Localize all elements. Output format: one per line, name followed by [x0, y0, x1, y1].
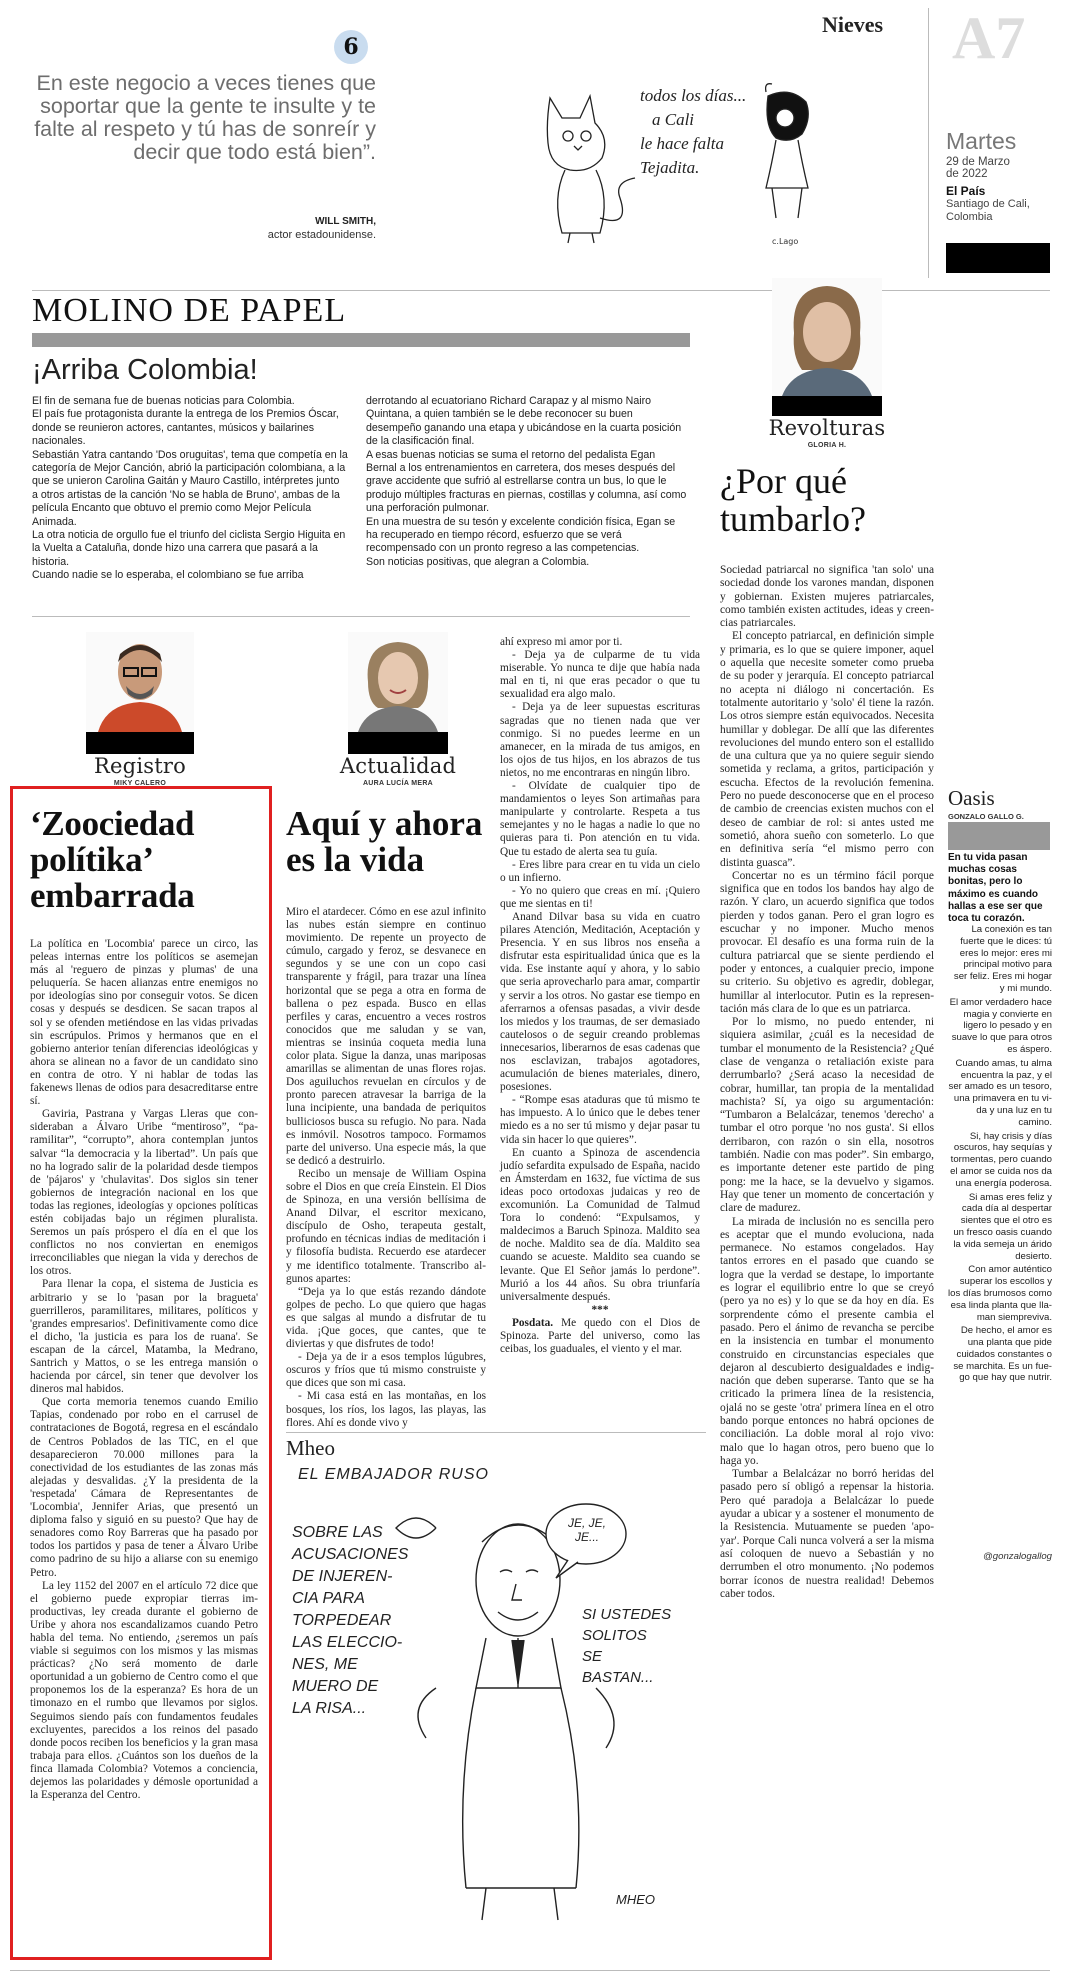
mheo-text-line: ACUSACIONES — [292, 1546, 409, 1563]
revolturas-section: Revolturas — [768, 416, 886, 440]
mheo-text-line: MUERO DE — [292, 1678, 379, 1695]
oasis-paragraph: De hecho, el amor es una planta que pide cuidados constantes o se marchita. Es un fuego que hay que nutrir. — [953, 1325, 1052, 1384]
mheo-text-line: BASTAN... — [582, 1669, 654, 1686]
registro-paragraph: Para llenar la copa, el sistema de Justicia es arbitrario y se lo 'pasan por la bragueta' guerrilleros, paramilitares, militares, políticos y 'grandes empresarios'. Definitivamente como dice el dicho, 'la justicia es para los de ruana'. Se escapan de la cárcel, Matamba, la Medrano, Santrich y Mattos, o se les entrega mansión o hacienda por cárcel, sin tener que devolver los dineros mal habidos. — [30, 1278, 258, 1396]
oasis-paragraph: El amor verdadero hace magia y convierte en ligero lo pesado y en suave lo que para otros es áspero. — [949, 996, 1052, 1055]
actualidad-headline-line: es la vida — [286, 840, 425, 879]
cartoon-signature: c.Lago — [772, 237, 799, 246]
actualidad-paragraph: - Eres libre para crear en tu vida un cielo o un infierno. — [500, 858, 700, 884]
registro-paragraph: Gaviria, Pastrana y Vargas Lleras que consideraban a Álvaro Uribe “mentiroso”, “paramilitar”, “corrupto”, ahora contemplan juntos salvar “la democracia y la libertad”. Un país que no ha logrado salir de la polaridad desde tiempos de 'pájaros' y 'chulavitas'. Dos siglos sin tener gobiernos de integración nacional en los que todas las regiones, ideologías y opciones políticas estén cobijadas bajo un régimen pluralista. Seremos un país próspero el día en el que los conflictos no nos conviertan en enemigos irreconciliables que niegan la vida y derechos de los otros. — [30, 1108, 258, 1278]
postscript-text: Me quedo con el Dios de Spinoza. Parte del universo, como las ceibas, los guaduales, el viento y el mar. — [500, 1316, 700, 1356]
revolturas-body — [720, 564, 934, 1601]
molino-paragraph: Sebastián Yatra cantando 'Dos oruguitas', tema que competía en la categoría de Mejor Canción, abrió la participación colombiana, a la que se unieron Carolina Gaitán y Mauro Castillo, intérpretes junto a otros artistas de la canción 'No se habla de Bruno', ambas de la película Encanto que obtuvo el premio como Mejor Película Animada. — [32, 448, 348, 528]
oasis-paragraph: Si, hay crisis y días oscuros, hay sequías y tormentas, pero cuando el amor se cuida nos da una energía poderosa. — [950, 1130, 1052, 1189]
mheo-text-line: DE INJEREN- — [292, 1568, 393, 1585]
mheo-signature: MHEO — [616, 1892, 655, 1907]
mheo-text-line: SOBRE LAS — [292, 1524, 383, 1541]
molino-paragraph: A esas buenas noticias se suma el retorno del pedalista Egan Bernal a los entrenamientos en carretera, dos meses después del grave accidente que sufrió al estrellarse contra un bus, lo que le produjo múltiples fracturas en piernas, costillas y columna, así como una perforación pulmonar. — [366, 448, 687, 515]
actualidad-paragraph: ahí expreso mi amor por ti. — [500, 636, 623, 648]
mheo-section: Mheo — [286, 1436, 335, 1460]
mheo-text-line: CIA PARA — [292, 1590, 365, 1607]
registro-portrait — [86, 632, 194, 732]
registro-headline-line: ‘Zoociedad — [30, 804, 195, 843]
actualidad-paragraph: - Deja ya de ir a esos templos lúgubres, oscuros y fríos que tú mismo construiste y que dices que son mi casa. — [286, 1351, 486, 1390]
author-photo-icon — [348, 632, 448, 732]
actualidad-paragraph: “Deja ya lo que estás rezando dándote golpes de pecho. Lo que quiero que hagas es que salgas al mundo a disfrutar de tu vida. ¡Que goces, que cantes, que te diviertas y que disfrutes de todo! — [286, 1285, 486, 1351]
molino-paragraph: En una muestra de su tesón y excelente condición física, Egan se ha recuperado en tiempo récord, esfuerzo que se verá recompensado con un pronto regreso a las competencias. — [366, 515, 676, 555]
oasis-handle: @gonzalogallog — [983, 1551, 1052, 1562]
registro-headline-line: polítika’ — [30, 840, 154, 879]
actualidad-author: AURA LUCÍA MERA — [362, 780, 434, 787]
registro-section: Registro — [94, 754, 186, 778]
header-location: Santiago de Cali, Colombia — [946, 198, 1030, 223]
actualidad-headline-line: Aquí y ahora — [286, 804, 483, 843]
registro-paragraph: La política en 'Locombia' parece un circo, las peleas internas entre los políticos se asemejan más al 'reguero de pinzas y plumas' de una peluquería. Se hacen alianzas entre enemigos no por ideologías sino por conseguir votos. Se dicen cosas y después se desdicen. Se sacan trapos al sol y se ofenden metiéndose en las vidas privadas sin escrúpulos. Primos y hermanos que en el gobierno anterior tenían diferencias ideológicas y ahora se alinean no a favor de un candidato sino en contra de otro. Y ni hablar de todas las fakenews llenas de odios para desacreditarse entre sí. — [30, 938, 258, 1108]
cartoon-nieves — [540, 78, 820, 248]
revolturas-headline-line: tumbarlo? — [720, 499, 866, 539]
revolturas-paragraph: Concertar no es un término fácil porque significa que en todos los bandos hay algo de razón. Y claro, un acuerdo significa que todos pierden y todos ganan. Pero el gran logro es escuchar y no imponer. Mucho menos provocar. El desafío es una forma ruin de la cultura patriarcal que se siente perdiendo el poder y entonces, a cualquier precio, impone su criterio. Su objetivo es agredir, doblegar, humillar al interlocutor. Putin es la representación más clara de lo que es un patriarca. — [720, 869, 934, 1015]
revolturas-portrait — [772, 278, 882, 396]
oasis-paragraph: Con amor auténtico superar los escollos y los días brumosos como esa linda planta que llaman siempreviva. — [948, 1264, 1052, 1323]
registro-body — [30, 938, 258, 1802]
registro-paragraph: La ley 1152 del 2007 en el artículo 72 dice que el gobierno puede expropiar tierras improductivas, ley creada durante el gobierno de Uribe y ahora nos escandalizamos cuando Petro habla del tema. No entiendo, ¿seremos un país viable si seguimos con los mismos y las mismas prácticas? ¿No será momento de darle oportunidad a un gobierno de Centro como el que proponemos los de la esperanza? Es hora de un timonazo en el rumbo que llevamos por siglos. Seguimos siendo país con fundamentos feudales excluyentes, parecidos a los reinos del pasado donde pocos reciben los beneficios y la gran masa trabaja para ellos. ¿Cuántos son los dueños de la finca llamada Colombia? Votemos a conciencia, dejemos las polaridades y démosle oportunidad a la Esperanza del Centro. — [30, 1579, 258, 1802]
cartoon-caption-line: todos los días... — [640, 86, 747, 105]
mheo-text-line: SOLITOS — [582, 1627, 647, 1644]
actualidad-paragraph: - Yo no quiero que creas en mí. ¡Quiero que me sientas en ti! — [500, 884, 700, 910]
revolturas-paragraph: Sociedad patriarcal no significa 'tan solo' una sociedad donde los varones mandan, disponen y gobiernan. Existen mujeres patriarcales, como también existen actitudes, ideas y creencias patriarcales. — [720, 564, 934, 630]
registro-headline — [30, 806, 260, 914]
mheo-text-line: SE — [582, 1648, 603, 1665]
mheo-text-left — [292, 1522, 422, 1720]
actualidad-col-1 — [286, 906, 486, 1430]
actualidad-separator: *** — [591, 1303, 609, 1316]
molino-paragraph: Son noticias positivas, que alegran a Colombia. — [366, 555, 590, 568]
actualidad-paragraph: - “Rompe esas ataduras que tú mismo te has impuesto. A lo único que le debes tener miedo es a no ser tú mismo y dejar pasar tu vida sin hacer lo que quieres”. — [500, 1094, 700, 1146]
actualidad-paragraph: Recibo un mensaje de William Ospina sobre el Dios en que creía Einstein. El Dios de Spinoza, en una versión bellísima de Anand Dilvar, el escritor mexicano, discípulo de Osho, terapeuta gestalt, profundo en técnicas indias de meditación i y filosofía budista. Recuerdo ese atardecer y me identifico totalmente. Transcribo algunos apartes: — [286, 1167, 486, 1285]
actualidad-photo-bar — [348, 732, 448, 754]
actualidad-paragraph: Miro el atardecer. Cómo en ese azul infinito las nubes están siempre en continuo movimiento. De repente un proyecto de cúmulo, cargado y feroz, se desvanece en segundos y se une con un copo casi transparente y frágil, para trazar una línea horizontal que se pega a otra en forma de ballena o pez espada. Busco en ellas perfiles y caras, encuentro a veces rostros conocidos que me saludan y se van, mientras se insinúa coqueta media luna color plata. Sigue la danza, unas mariposas amarillas se alimentan de unas flores rojas. Dos aguiluchos revuelan en círculos y de pronto parecen atravesar la barriga de la luna incipiente, una bandada de periquitos bulliciosos busca su refugio. No para. Nada es inmóvil. Nosotros tampoco. Formamos parte del universo. Una especie más, la que se dedicó a destruirlo. — [286, 906, 486, 1167]
oasis-author: GONZALO GALLO G. — [948, 812, 1024, 821]
actualidad-paragraph: - Olvídate de cualquier tipo de mandamientos o leyes Son artimañas para manipularte y controlarte. Respeta a tus semejantes y no le hagas a nadie lo que no quieras para ti. Pon atención en tu vida. Que tu estado de alerta sea tu guía. — [500, 780, 700, 858]
mheo-bubble-laugh: JE, JE, JE... — [567, 1516, 606, 1544]
oasis-paragraph: Si amas eres feliz y cada día al despertar sientes que el otro es un fresco oasis cuando la vida semeja un árido desierto. — [953, 1191, 1052, 1262]
pull-quote-text: En este negocio a veces tienes que soportar que la gente te insulte y te falte al respeto y tú has de sonreír y decir que todo está bien”. — [34, 71, 376, 164]
actualidad-paragraph: En cuanto a Spinoza de ascendencia judío sefardita expulsado de España, nacido en Ámsterdam en 1632, fue víctima de sus ideas poco ortodoxas judaicas y reo de excomunión. La Comunidad de Talmud Tora lo condenó: “Expulsamos, y maldecimos a Baruch Spinoza. Maldito sea de noche. Maldito sea de día. Maldito sea cuando se acueste. Maldito sea cuando se levante. Que El Señor jamás lo perdone”. Murió a los 44 años. Su obra triunfaría universalmente después. — [500, 1146, 700, 1303]
header-day: Martes — [946, 128, 1017, 154]
molino-col-1 — [32, 395, 348, 583]
molino-paragraph: El país fue protagonista durante la entrega de los Premios Óscar, donde se reunieron actores, cantantes, músicos y bailarines nacionales. — [32, 408, 339, 448]
actualidad-headline — [286, 806, 506, 878]
oasis-paragraph: Cuando amas, tu alma encuentra la paz, y el ser amado es un tesoro, una primavera en tu vida y una luz en tu camino. — [948, 1057, 1052, 1128]
mheo-text-right — [582, 1604, 692, 1688]
mheo-caption: EL EMBAJADOR RUSO — [298, 1466, 489, 1483]
actualidad-col-2 — [500, 636, 700, 1356]
mheo-top-rule — [286, 1432, 706, 1433]
actualidad-postscript — [500, 1317, 700, 1356]
actualidad-paragraph: - Deja ya de leer supuestas escrituras sagradas que no tienen nada que ver conmigo. Si no puedes leerme en un amanecer, en la mirada de tus amigos, en los ojos de tus hijos, en los abrazos de tus nietos, no me encontraras en ningún libro. — [500, 701, 700, 779]
author-photo-icon — [86, 632, 194, 732]
quote-badge — [334, 30, 368, 64]
mheo-text-line: NES, ME — [292, 1656, 358, 1673]
registro-headline-line: embarrada — [30, 876, 195, 915]
molino-headline: ¡Arriba Colombia! — [32, 354, 258, 386]
revolturas-photo-bar — [772, 396, 882, 416]
oasis-body — [948, 924, 1052, 1386]
top-rule — [32, 290, 1050, 291]
mheo-cartoon — [286, 1488, 706, 1928]
molino-col-2 — [366, 395, 688, 569]
molino-paragraph: derrotando al ecuatoriano Richard Carapaz y al mismo Nairo Quintana, a quien también se le debe reconocer su buen desempeño ganando una etapa y ubicándose en la cuarta posición de la clasificación final. — [366, 395, 682, 448]
actualidad-paragraph: - Deja ya de culparme de tu vida miserable. Yo nunca te dije que había nada mal en ti, ni que eras pecador o que tu sexualidad era algo malo. — [500, 649, 700, 701]
molino-bottom-rule — [32, 616, 690, 617]
actualidad-paragraph: Anand Dilvar basa su vida en cuatro pilares Atención, Meditación, Aceptación y Presencia. Y en sus libros nos enseña a disfrutar esta espiritualidad única que es la vida. Ese instante aquí y ahora, y lo sabio que seria aprovecharlo para amar, compartir y servir a los otros. No gastar ese tiempo en aferrarnos a ofensas pasadas, a vivir desde los miedos y los traumas, de ser demasiado cautelosos o de seguir creando problemas innecesarios, liberarnos de esas cadenas que nos esclavizan, trabajos agotadores, acumulación de bienes materiales, dinero, posesiones. — [500, 910, 700, 1094]
molino-paragraph: Cuando nadie se lo esperaba, el colombiano se fue arriba — [32, 569, 304, 582]
oasis-gray-block — [948, 822, 1050, 850]
cartoon-caption — [640, 84, 760, 180]
registro-photo-bar — [86, 732, 194, 754]
header-newspaper: El País — [946, 184, 986, 198]
molino-gray-bar — [32, 333, 690, 347]
molino-paragraph: El fin de semana fue de buenas noticias para Colombia. — [32, 395, 295, 407]
cartoon-caption-line: Tejadita. — [640, 158, 700, 177]
actualidad-paragraph: - Mi casa está en las montañas, en los bosques, los ríos, los lagos, las playas, las flores. Ahí es donde vivo y — [286, 1390, 486, 1429]
revolturas-paragraph: El concepto patriarcal, en definición simple y primaria, es lo que se quiere imponer, aquel o aquella que necesite someter como prueba de su poder y jerarquía. El concepto patriarcal no acepta ni diálogo ni concertación. Es totalmente autoritario y 'solo' él tiene la razón. Los otros siempre están equivocados. Necesita humillar y doblegar. De allí que las diferentes revoluciones del mundo entero son el estallido de una cultura que ya no quiere seguir siendo sometida y reclama, a gritos, participación y escucha. Efectos de la revolución femenina. Pero no puede desconocerse que en el proceso de cambio de creencias existen muchos con el deseo de cambiar de rol: si antes usted me sometió, ahora sueño con someterlo. Lo que en definitiva sería “el mismo perro con distinta guasca”. — [720, 630, 934, 869]
quote-mark-icon: 6 — [343, 34, 359, 60]
revolturas-headline — [720, 462, 950, 538]
revolturas-paragraph: Por lo mismo, no puedo entender, ni siquiera asimilar, ¿cuál es la necesidad de tumbar el monumento de la Resistencia? ¿Qué clase de venganza o retaliación existe para derrumbarlo? ¿Será acaso la necesidad de cobrar, humillar, tan propia de la mentalidad machista? Sí, ya oigo su argumentación: “Tumbaron a Belalcázar, tenemos 'derecho' a tumbar el otro porque 'no nos gusta'. Si ellos derribaron, con razón o sin ella, nosotros también. Nadie con mas poder”. Sin embargo, es importante detener este partido de ping pong: me la hace, se la devuelvo y sigamos. Hay que tener un momento de concertación y clare de madurez. — [720, 1016, 934, 1215]
mheo-text-line: LAS ELECCIO- — [292, 1634, 403, 1651]
mheo-text-line: TORPEDEAR — [292, 1612, 392, 1629]
cartoon-caption-line: a Cali — [652, 110, 695, 129]
oasis-section: Oasis — [948, 786, 995, 810]
registro-author: MIKY CALERO — [113, 780, 167, 787]
oasis-paragraph: La conexión es tan fuerte que le dices: tú eres lo mejor: eres mi principal motivo para ser feliz. Eres mi hogar y mi mundo. — [953, 924, 1052, 994]
registro-paragraph: Que corta memoria tenemos cuando Emilio Tapias, condenado por robo en el carrusel de contrataciones de Bogotá, regresa en el escándalo de Centros Poblados de las TIC, en el que desaparecieron 70.000 millones para la conectividad de los estudiantes de las zonas más alejadas y desvalidas. ¿Y la presidenta de la 'respetada' Cámara de Representantes de 'Locombia', Jennifer Arias, que presentó un diploma falso y siguió en su puesto? Que hay de senadores como Roy Barreras que ha pasado por todos los partidos y pasa de tener a Álvaro Uribe como padrino de su hijo a aliarse con su enemigo Petro. — [30, 1396, 258, 1579]
molino-section-title: MOLINO DE PAPEL — [32, 292, 347, 329]
author-photo-icon — [772, 278, 882, 396]
revolturas-paragraph: La mirada de inclusión no es sencilla pero es aceptar que el mundo evoluciona, nada permanece. No estamos congelados. Hay tantos errores en el pasado que cuando se logra que la verdad se destape, lo importante es lograr el equilibrio entre lo que se creyó (pero ya no es) y lo que se da hoy en día. Es sorprendente cómo el presente cambia el pasado. Pero el ánimo de revancha se percibe en la insistencia en tumbar el monumento construido en circunstancias especiales que dejaron al descubierto desigualdades e indignación que deben superarse. Tanto que se ha criticado la primera línea de la resistencia, ojalá no se geste 'otra' primera línea en el otro bando porque entonces no habrá opciones de conciliación. La doble moral al rojo vivo: malo que lo hagan otros, pero bueno que lo haga yo. — [720, 1215, 934, 1467]
actualidad-portrait — [348, 632, 448, 732]
quote-author-role: actor estadounidense. — [267, 229, 376, 241]
revolturas-author: GLORIA H. — [807, 442, 847, 449]
revolturas-headline-line: ¿Por qué — [720, 461, 847, 501]
revolturas-paragraph: Tumbar a Belalcázar no borró heridas del pasado pero sí obligó a repensar la historia. Pero qué paradoja a Belalcázar lo puede ayudar a ubicar y a sostener el monumento de la Resistencia. Mutuamente se pueden 'apoyar'. Porque Cali nunca volverá a ser la misma así coloquen de nuevo a Sebastián y no derrumben el otro monumento. ¡No podemos borrar íconos de nuestra realidad! Debemos caber todos. — [720, 1468, 934, 1600]
header-vertical-rule — [928, 8, 929, 278]
mheo-text-line: LA RISA... — [292, 1700, 367, 1717]
oasis-lead: En tu vida pasan muchas cosas bonitas, pero lo máximo es cuando hallas a ese ser que toca tu corazón. — [948, 852, 1043, 925]
page-number: A7 — [952, 5, 1026, 71]
pull-quote — [34, 72, 376, 164]
header-black-block — [946, 243, 1050, 273]
quote-author: WILL SMITH, — [315, 216, 376, 227]
molino-paragraph: La otra noticia de orgullo fue el triunfo del ciclista Sergio Higuita en la Vuelta a Cataluña, donde hizo una carrera que pasará a la historia. — [32, 529, 346, 568]
section-tag-nieves: Nieves — [822, 12, 884, 37]
cartoon-caption-line: le hace falta — [640, 134, 725, 153]
mheo-text-line: SI USTEDES — [582, 1606, 672, 1623]
actualidad-section: Actualidad — [339, 754, 457, 778]
header-date: 29 de Marzo de 2022 — [946, 156, 1010, 180]
bottom-rule — [10, 1970, 1050, 1971]
postscript-label: Posdata. — [512, 1316, 554, 1329]
